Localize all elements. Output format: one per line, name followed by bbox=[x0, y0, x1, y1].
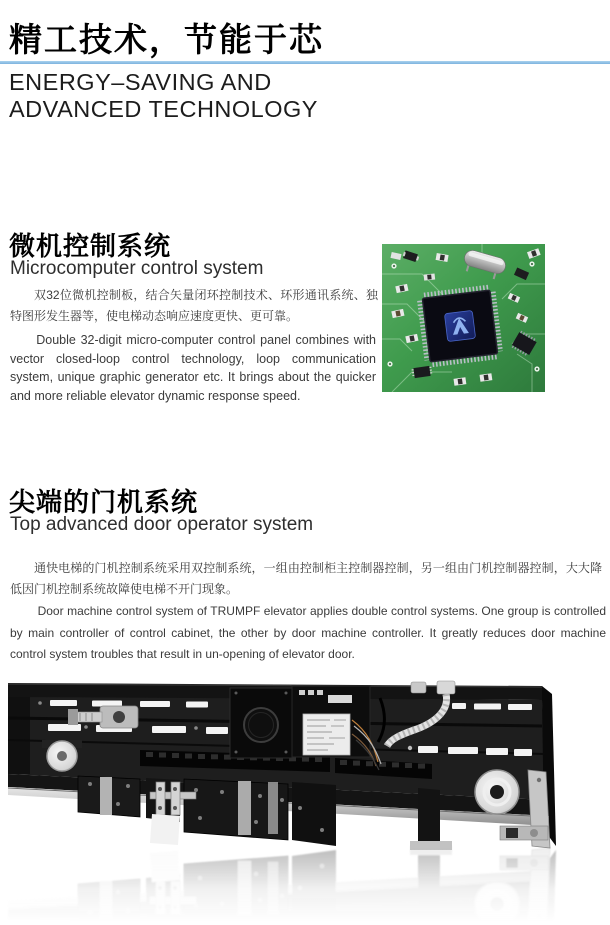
section2-paragraph-en: Door machine control system of TRUMPF elevator applies double control systems. One group is controlled by main controller of control cabinet, the other by door machine controller. It greatly reduces door machine control system troubles that result in un-opening of elevator door. bbox=[10, 604, 606, 661]
section1-heading-en: Microcomputer control system bbox=[10, 258, 264, 279]
door-operator-photo bbox=[0, 680, 610, 925]
microprocessor-chip bbox=[420, 288, 500, 364]
section1-paragraph-en: Double 32-digit micro-computer control panel combines with vector closed-loop control technology, loop communication system, unique graphic generator etc. It brings about the quicker and more reliable elevator dynamic response speed. bbox=[10, 333, 376, 403]
page-title-en-line2: ADVANCED TECHNOLOGY bbox=[9, 96, 318, 122]
circuit-board-photo bbox=[382, 244, 545, 392]
door-operator-machine bbox=[8, 681, 556, 850]
section2-heading-en: Top advanced door operator system bbox=[10, 514, 314, 535]
section1-heading-zh: 微机控制系统 bbox=[9, 232, 172, 262]
motor-fan bbox=[244, 708, 278, 742]
page-title-en-line1: ENERGY–SAVING AND bbox=[9, 69, 272, 95]
door-motor-unit bbox=[230, 688, 292, 758]
section2-heading-zh: 尖端的门机系统 bbox=[9, 488, 199, 518]
door-controller-unit bbox=[292, 686, 381, 770]
section2-paragraph-zh: 通快电梯的门机控制系统采用双控制系统，一组由控制柜主控制器控制，另一组由门机控制器控制，大大降低因门机控制系统故障使电梯不开门现象。 bbox=[10, 561, 602, 596]
section1-paragraph-zh: 双32位微机控制板，结合矢量闭环控制技术、环形通讯系统、独特图形发生器等，使电梯动态响应速度更快、更可靠。 bbox=[10, 288, 378, 323]
page-title-zh: 精工技术，节能于芯 bbox=[9, 20, 324, 59]
page-title-en bbox=[9, 69, 489, 123]
accent-divider-line bbox=[0, 61, 610, 64]
floor-reflection bbox=[8, 846, 556, 925]
controller-small-label bbox=[328, 695, 352, 703]
